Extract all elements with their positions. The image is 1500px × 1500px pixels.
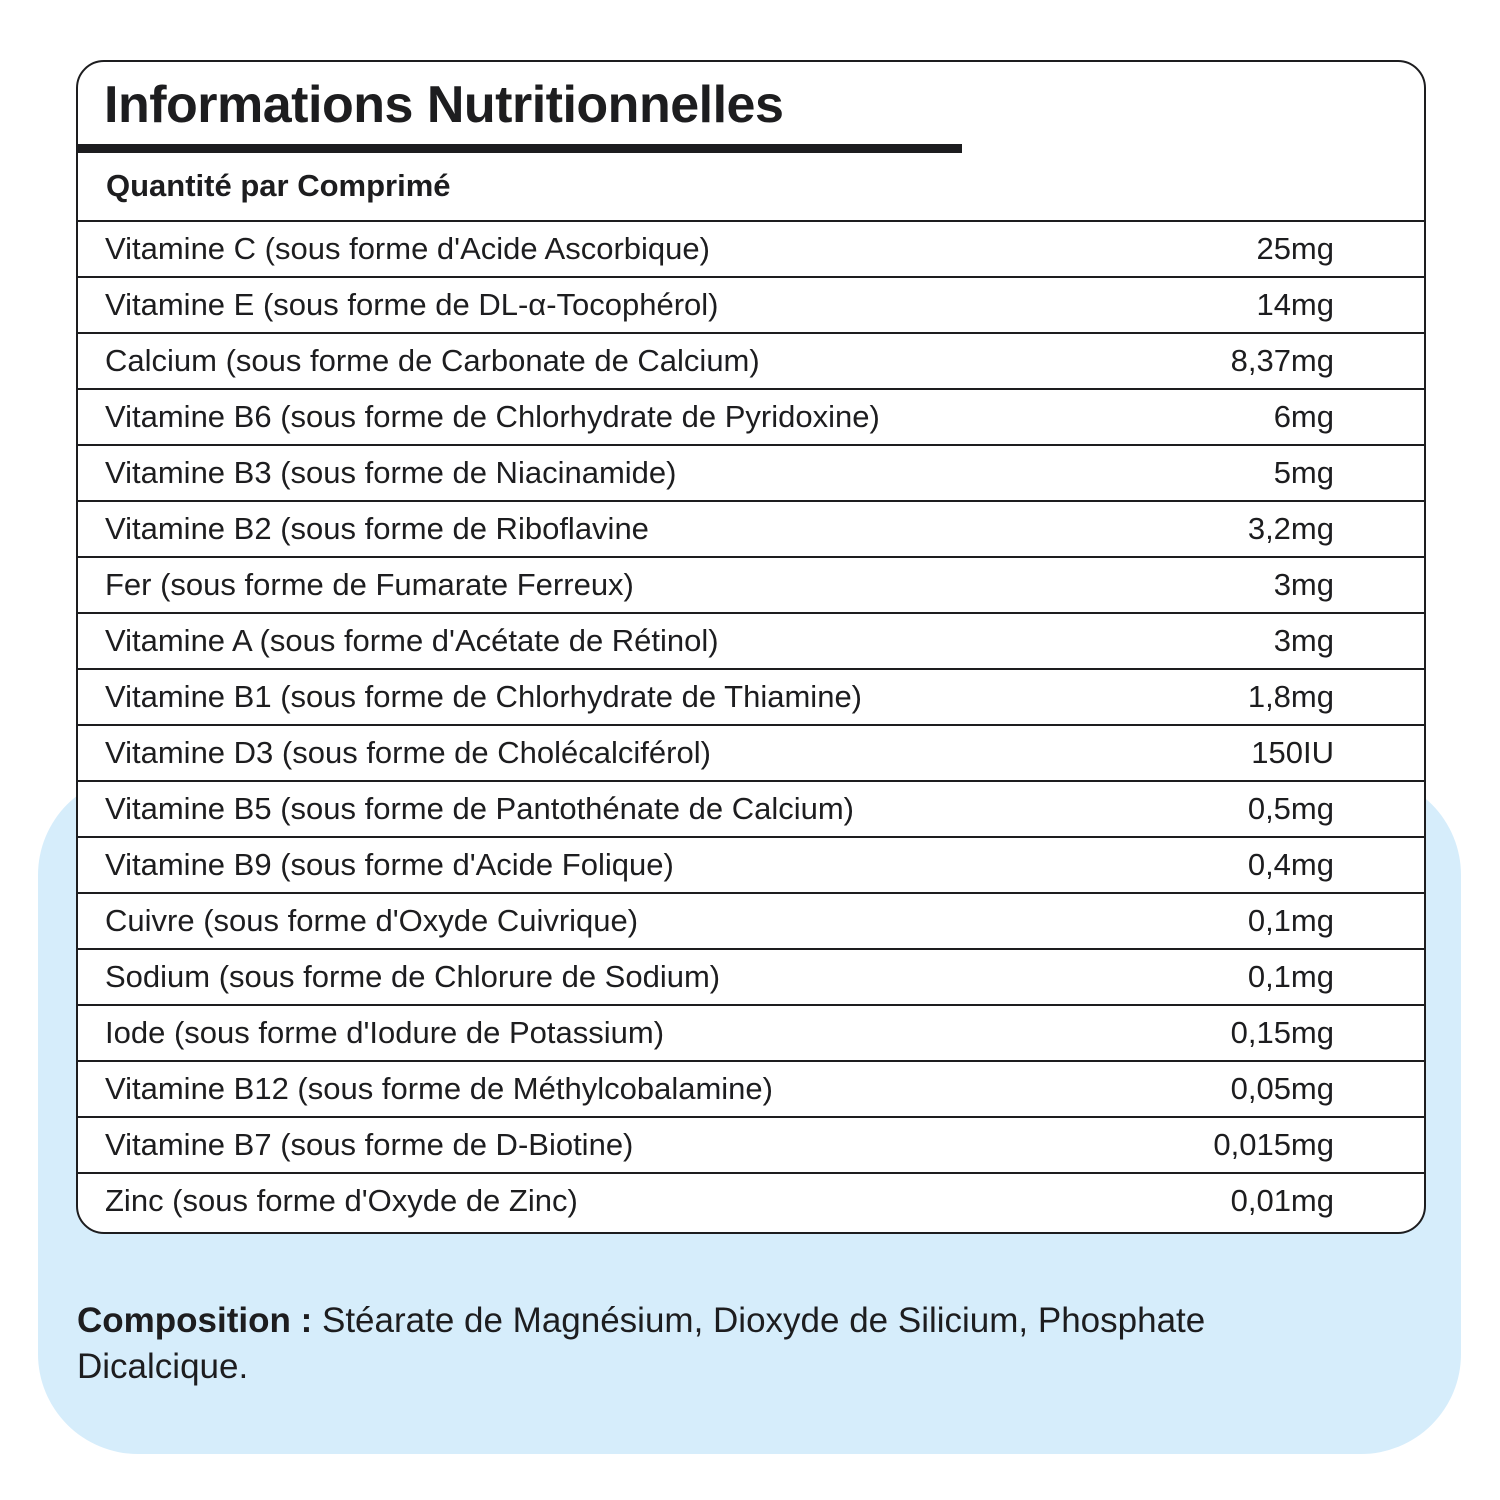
table-row [78,444,1424,500]
nutrient-amount: 25mg [1256,231,1334,266]
nutrient-name: Iode (sous forme d'Iodure de Potassium) [105,1015,665,1050]
nutrient-amount: 0,4mg [1247,847,1334,882]
nutrient-name: Vitamine B2 (sous forme de Riboflavine [105,511,649,546]
nutrient-amount: 3mg [1273,567,1334,602]
nutrient-name: Vitamine A (sous forme d'Acétate de Rétinol) [105,623,719,658]
nutrient-amount: 0,05mg [1230,1071,1334,1106]
nutrient-amount: 3,2mg [1247,511,1334,546]
nutrient-amount: 0,5mg [1247,791,1334,826]
nutrient-name: Vitamine B5 (sous forme de Pantothénate de Calcium) [105,791,854,826]
nutrient-amount: 0,1mg [1247,959,1334,994]
table-row [78,556,1424,612]
title-underline [78,144,962,153]
nutrient-amount: 3mg [1273,623,1334,658]
composition-text [77,1298,1377,1390]
nutrient-amount: 0,01mg [1230,1183,1334,1218]
table-row [78,1116,1424,1172]
table-row [78,612,1424,668]
composition-ingredients: Stéarate de Magnésium, Dioxyde de Silicium, Phosphate Dicalcique. [77,1301,1206,1386]
table-row [78,780,1424,836]
nutrient-table [78,220,1424,1228]
nutrient-name: Calcium (sous forme de Carbonate de Calcium) [105,343,760,378]
panel-title: Informations Nutritionnelles [104,76,784,134]
nutrition-panel [76,60,1426,1234]
table-row [78,948,1424,1004]
table-row [78,276,1424,332]
nutrient-amount: 0,015mg [1213,1127,1334,1162]
table-row [78,500,1424,556]
nutrient-amount: 0,15mg [1230,1015,1334,1050]
nutrient-amount: 1,8mg [1247,679,1334,714]
nutrient-name: Sodium (sous forme de Chlorure de Sodium) [105,959,721,994]
nutrient-name: Vitamine C (sous forme d'Acide Ascorbique) [105,231,710,266]
table-row [78,1172,1424,1228]
nutrient-name: Vitamine B12 (sous forme de Méthylcobalamine) [105,1071,773,1106]
table-row [78,836,1424,892]
nutrient-amount: 5mg [1273,455,1334,490]
table-row [78,724,1424,780]
table-row [78,388,1424,444]
table-row [78,1060,1424,1116]
nutrient-name: Cuivre (sous forme d'Oxyde Cuivrique) [105,903,639,938]
nutrient-name: Vitamine B7 (sous forme de D-Biotine) [105,1127,634,1162]
nutrient-name: Zinc (sous forme d'Oxyde de Zinc) [105,1183,578,1218]
composition-label: Composition : [77,1301,313,1340]
table-row [78,332,1424,388]
nutrient-name: Vitamine D3 (sous forme de Cholécalciférol) [105,735,711,770]
nutrient-amount: 14mg [1256,287,1334,322]
nutrient-name: Vitamine E (sous forme de DL-α-Tocophérol) [105,287,719,322]
panel-subtitle: Quantité par Comprimé [106,168,451,203]
table-row [78,892,1424,948]
table-row [78,668,1424,724]
nutrient-amount: 8,37mg [1230,343,1334,378]
nutrient-amount: 150IU [1251,735,1334,770]
nutrient-amount: 6mg [1273,399,1334,434]
nutrient-name: Vitamine B9 (sous forme d'Acide Folique) [105,847,674,882]
nutrient-name: Fer (sous forme de Fumarate Ferreux) [105,567,634,602]
nutrient-name: Vitamine B3 (sous forme de Niacinamide) [105,455,677,490]
table-row [78,220,1424,276]
table-row [78,1004,1424,1060]
nutrient-amount: 0,1mg [1247,903,1334,938]
nutrient-name: Vitamine B1 (sous forme de Chlorhydrate de Thiamine) [105,679,863,714]
nutrient-name: Vitamine B6 (sous forme de Chlorhydrate de Pyridoxine) [105,399,880,434]
